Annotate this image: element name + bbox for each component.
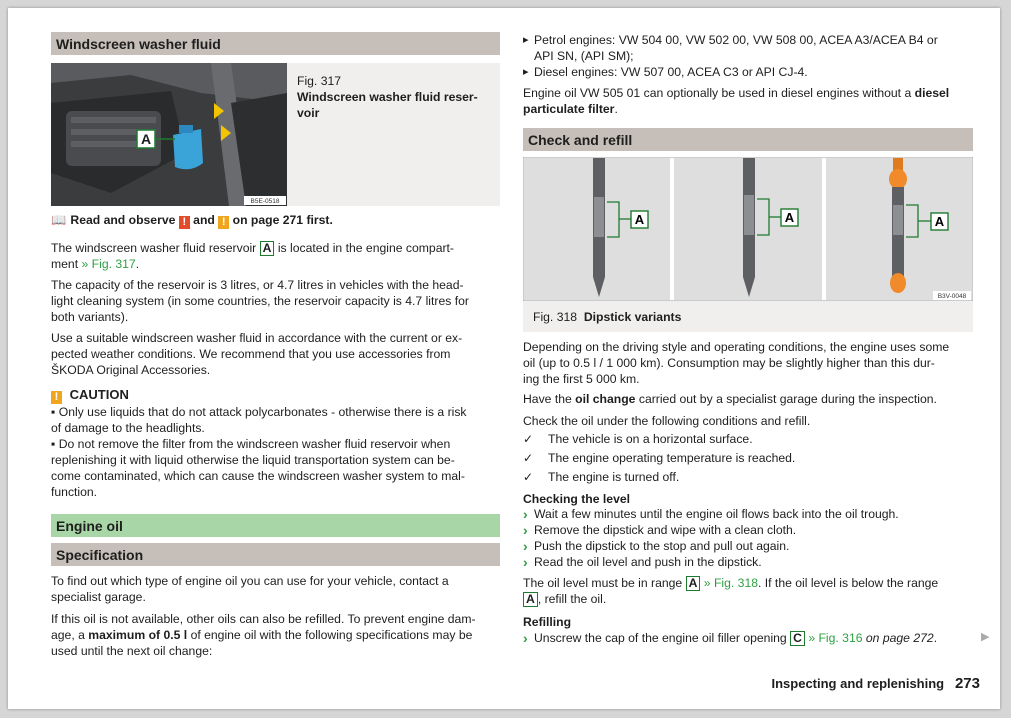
list-item: ▸ Petrol engines: VW 504 00, VW 502 00, VW 508 00, ACEA A3/ACEA B4 or API SN, (API SM); [523,32,973,64]
list-item: › Push the dipstick to the stop and pull out again. [523,538,899,554]
conditions-list [523,431,795,488]
figure-317-title-line2: voir [297,106,320,120]
figure-318 [523,157,973,332]
engine-bay-photo [51,63,287,206]
para-check-conditions: Check the oil under the following conditions and refill. [523,414,811,428]
list-item: › Wait a few minutes until the engine oil flows back into the oil trough. [523,506,899,522]
para-oil-change: Have the oil change carried out by a specialist garage during the inspection. [523,392,937,406]
figure-318-marker-1: A [634,212,645,227]
fig-317-link[interactable]: » Fig. 317 [81,257,136,271]
refilling-steps [523,630,973,646]
continue-arrow-icon: ▶ [981,631,990,643]
fig-316-link[interactable]: » Fig. 316 [808,631,863,645]
caution-icon: ! [51,391,62,404]
dipstick-variants-illustration [523,157,973,301]
oil-spec-list [523,32,973,80]
para-alternative-oil: If this oil is not available, other oils can also be refilled. To prevent engine dam- age, a maximum of 0.5 l of engine oil with the following specifications may be used until the next oil change: [51,612,476,658]
page-footer [771,676,980,692]
label-box-a: A [523,592,538,607]
refilling-title: Refilling [523,615,572,629]
para-capacity: The capacity of the reservoir is 3 litres, or 4.7 litres in vehicles with the head- light cleaning system (in some countries, the reservoir capacity is 4.7 litres for both variants). [51,278,469,324]
list-item: › Read the oil level and push in the dipstick. [523,554,899,570]
read-observe-note: 📖 Read and observe ! and ! on page 271 first. [51,213,333,228]
figure-317-label: Fig. 317 [297,74,342,88]
list-item: › Remove the dipstick and wipe with a clean cloth. [523,522,899,538]
washer-section-header: Windscreen washer fluid [51,32,500,55]
list-item: ✓ The engine operating temperature is reached. [523,450,795,466]
list-item: ▸ Diesel engines: VW 507 00, ACEA C3 or API CJ-4. [523,64,973,80]
figure-317-code: B5E-0518 [250,198,280,205]
para-washer-fluid: Use a suitable windscreen washer fluid in accordance with the current or ex- pected weather conditions. We recommend that you use accessories from ŠKODA Original Accessories. [51,331,463,377]
figure-318-caption: Fig. 318 Dipstick variants [533,310,682,324]
label-box-a: A [686,576,701,591]
footer-section-title: Inspecting and replenishing [771,676,945,691]
caution-box: ! CAUTION ▪ Only use liquids that do not attack polycarbonates - otherwise there is a risk of damage to the headlights. ▪ Do not remove the filter from the windscreen washer fluid reservoir when replenishing it with liquid otherwise the liquid transportation system can be- come contaminated, which can cause the windscreen washer system to mal- function. [51,387,467,499]
manual-page [8,8,1000,709]
engine-oil-header: Engine oil [51,514,500,537]
check-refill-header: Check and refill [523,128,973,151]
list-item: › Unscrew the cap of the engine oil filler opening C » Fig. 316 on page 272. [523,630,973,646]
para-oil-consumption: Depending on the driving style and operating conditions, the engine uses some oil (up to 0.5 l / 1 000 km). Consumption may be slightly higher than this dur- ing the first 5 000 km. [523,340,950,386]
caution-title: CAUTION [69,387,129,402]
para-oil-range: The oil level must be in range A » Fig. 318. If the oil level is below the range A , refill the oil. [523,576,939,606]
book-icon: 📖 [51,213,67,227]
list-item: ✓ The engine is turned off. [523,469,795,485]
figure-317-marker: A [140,131,152,147]
para-reservoir-location: The windscreen washer fluid reservoir A is located in the engine compart- ment » Fig. 317. [51,241,454,271]
label-box-a: A [260,241,275,256]
fig-318-link[interactable]: » Fig. 318 [703,576,758,590]
warning-icon-red: ! [179,216,190,229]
page-number: 273 [954,675,980,692]
figure-318-marker-3: A [934,214,945,229]
label-box-c: C [790,631,805,646]
figure-317 [51,63,500,206]
para-diesel-oil: Engine oil VW 505 01 can optionally be used in diesel engines without a diesel particulate filter. [523,86,950,116]
figure-318-marker-2: A [784,210,795,225]
checking-steps [523,506,899,570]
figure-317-title: Windscreen washer fluid reser- [297,90,478,104]
para-oil-type: To find out which type of engine oil you can use for your vehicle, contact a specialist garage. [51,574,449,604]
checking-level-title: Checking the level [523,492,631,506]
list-item: ✓ The vehicle is on a horizontal surface. [523,431,795,447]
warning-icon-yellow: ! [218,216,229,229]
specification-header: Specification [51,543,500,566]
figure-318-code: B3V-0048 [937,293,967,300]
